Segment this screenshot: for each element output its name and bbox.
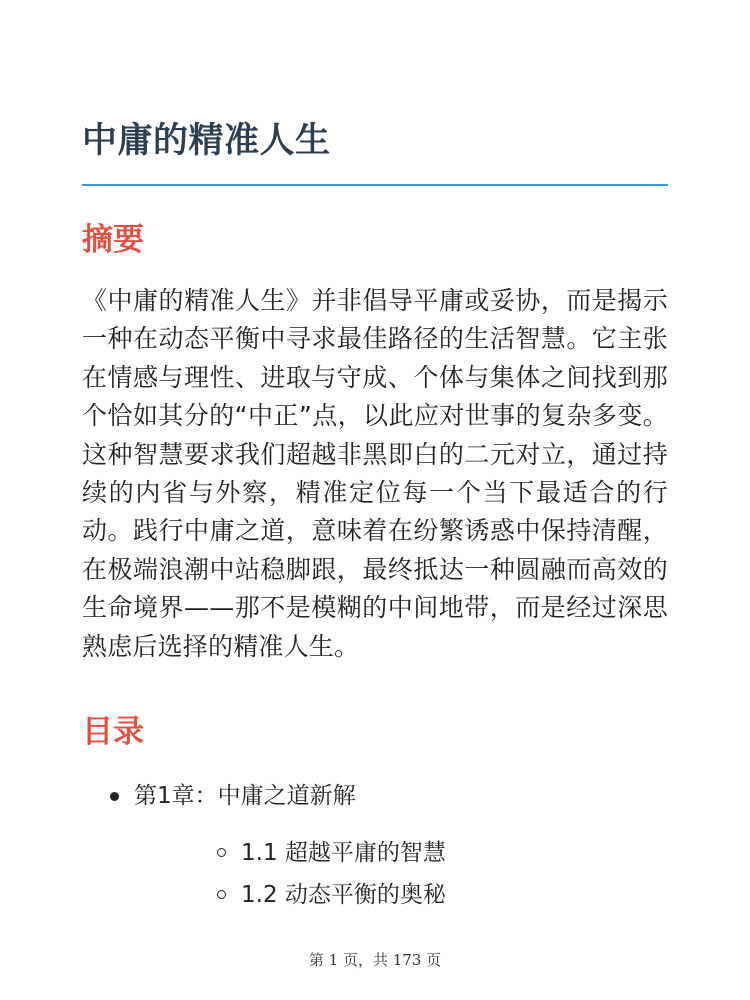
toc-section-label[interactable]: 1.1 超越平庸的智慧 [241,840,446,866]
document-title: 中庸的精准人生 [82,121,331,161]
abstract-paragraph: 《中庸的精准人生》并非倡导平庸或妥协，而是揭示一种在动态平衡中寻求最佳路径的生活智慧。它主张在情感与理性、进取与守成、个体与集体之间找到那个恰如其分的“中正”点，以此应对世事的复杂多变。这种智慧要求我们超越非黑即白的二元对立，通过持续的内省与外察，精准定位每一个当下最适合的行动。践行中庸之道，意味着在纷繁诱惑中保持清醒，在极端浪潮中站稳脚跟，最终抵达一种圆融而高效的生命境界——那不是模糊的中间地带，而是经过深思熟虑后选择的精准人生。 [82,286,668,661]
document-page [82,0,668,1000]
abstract-heading: 摘要 [82,222,144,258]
bullet-disc-icon [110,792,119,801]
title-divider [82,184,668,186]
bullet-circle-icon [217,890,226,899]
toc-heading: 目录 [82,714,144,750]
page-number-footer: 第 1 页，共 173 页 [308,951,442,969]
toc-chapter-1-sections [134,832,668,916]
toc-section-label[interactable]: 1.2 动态平衡的奥秘 [241,882,446,908]
toc-section-1-2[interactable] [189,874,668,916]
toc-chapter-label[interactable]: 第1章：中庸之道新解 [134,783,356,809]
table-of-contents [82,776,668,916]
bullet-circle-icon [217,848,226,857]
toc-section-1-1[interactable] [189,832,668,874]
toc-chapter-1[interactable] [82,776,668,916]
